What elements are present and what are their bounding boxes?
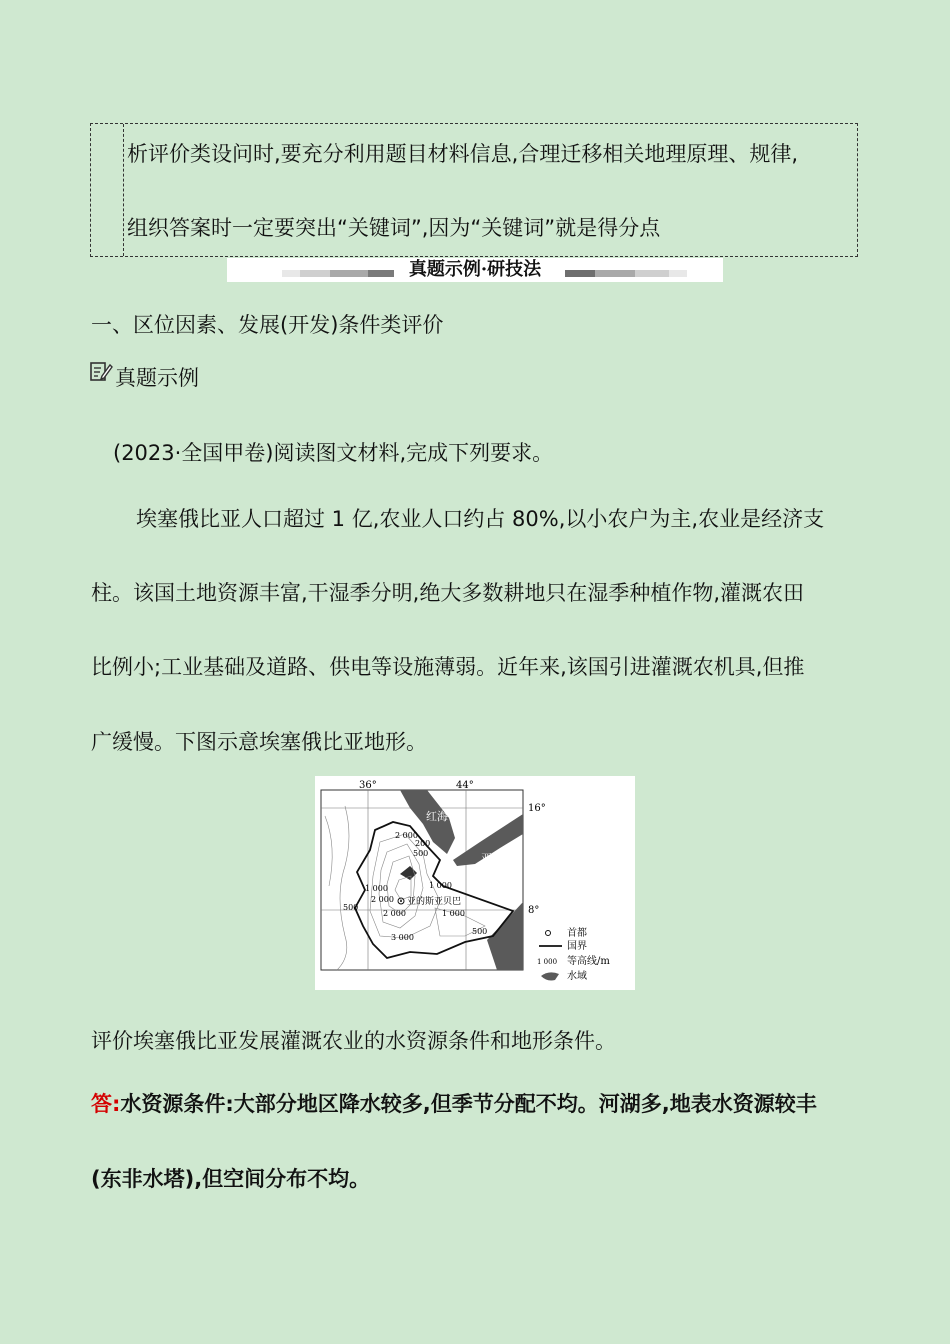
red-sea-label: 红海 [426,810,448,823]
tip-line-1: 析评价类设问时,要充分利用题目材料信息,合理迁移相关地理原理、规律, [127,142,799,166]
contour-label: 500 [343,903,359,912]
contour-label: 500 [413,849,429,858]
gulf-aden-label: 亚丁湾 [481,852,514,865]
capital-label: 亚的斯亚贝巴 [407,897,462,907]
edit-icon [89,359,113,383]
tip-box [90,123,858,257]
contour-label: 3 000 [391,933,414,942]
legend-contour-sample: 1 000 [537,958,558,966]
lat-label-8: 8° [528,905,540,916]
lon-label-44: 44° [456,780,474,791]
para-line-4: 广缓慢。下图示意埃塞俄比亚地形。 [91,730,427,754]
question-prompt: 评价埃塞俄比亚发展灌溉农业的水资源条件和地形条件。 [91,1029,616,1053]
lon-label-36: 36° [359,780,377,791]
legend-capital: 首都 [567,928,587,939]
contour-label: 1 000 [442,909,465,918]
legend-contour: 等高线/m [567,956,610,967]
answer-label: 答: [91,1092,121,1116]
para-line-3: 比例小;工业基础及道路、供电等设施薄弱。近年来,该国引进灌溉农机具,但推 [91,655,805,679]
tip-line-2: 组织答案时一定要突出“关键词”,因为“关键词”就是得分点 [127,216,661,240]
example-label: 真题示例 [115,366,199,390]
banner-title: 真题示例·研技法 [408,259,542,280]
legend-water: 水域 [567,971,587,982]
contour-label: 2 000 [383,909,406,918]
contour-label: 2 000 [395,831,418,840]
question-source: (2023·全国甲卷)阅读图文材料,完成下列要求。 [113,441,554,465]
contour-label: 2 000 [371,895,394,904]
para-line-2: 柱。该国土地资源丰富,干湿季分明,绝大多数耕地只在湿季种植作物,灌溉农田 [91,581,805,605]
contour-label: 1 000 [429,881,452,890]
ethiopia-terrain-map [315,776,635,990]
para-line-1: 埃塞俄比亚人口超过 1 亿,农业人口约占 80%,以小农户为主,农业是经济支 [136,507,825,531]
answer-line-2: (东非水塔),但空间分布不均。 [91,1167,371,1191]
answer-line-1 [91,1088,817,1118]
section-heading: 一、区位因素、发展(开发)条件类评价 [91,313,444,337]
contour-label: 500 [472,927,488,936]
tip-box-divider [123,124,124,256]
section-banner [227,258,723,282]
legend-border: 国界 [567,941,587,952]
contour-label: 200 [415,839,431,848]
lat-label-16: 16° [528,803,546,814]
answer-text-1: 水资源条件:大部分地区降水较多,但季节分配不均。河湖多,地表水资源较丰 [120,1092,817,1116]
contour-label: 1 000 [365,884,388,893]
